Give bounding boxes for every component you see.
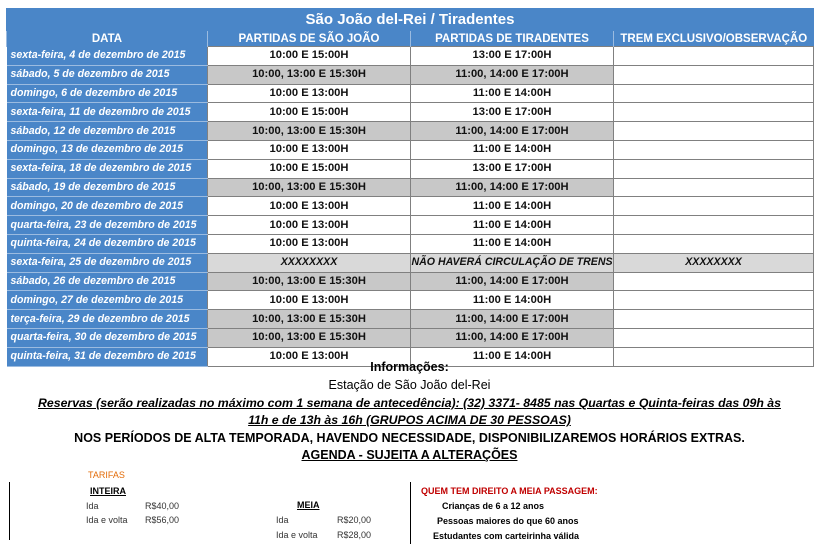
sao-joao-cell: 10:00 E 13:00H [208, 140, 411, 159]
date-cell: quinta-feira, 24 de dezembro de 2015 [7, 234, 208, 253]
table-row [7, 65, 814, 84]
tiradentes-cell: 11:00 E 14:00H [411, 291, 614, 310]
table-row [7, 310, 814, 329]
table-row [7, 103, 814, 122]
sao-joao-cell: 10:00, 13:00 E 15:30H [208, 178, 411, 197]
sao-joao-cell: 10:00, 13:00 E 15:30H [208, 272, 411, 291]
observacao-cell [614, 272, 814, 291]
sao-joao-cell: 10:00 E 13:00H [208, 347, 411, 366]
tiradentes-cell: 11:00 E 14:00H [411, 347, 614, 366]
meia-passagem-title: QUEM TEM DIREITO A MEIA PASSAGEM: [421, 486, 598, 496]
table-row [7, 84, 814, 103]
meia-ida-price: R$20,00 [337, 515, 372, 525]
info-heading: Informações: [370, 360, 449, 374]
observacao-cell [614, 122, 814, 141]
tarifas-divider-right [410, 482, 411, 544]
table-row [7, 159, 814, 178]
sao-joao-cell: 10:00 E 15:00H [208, 47, 411, 66]
date-cell: quinta-feira, 31 de dezembro de 2015 [7, 347, 208, 366]
tarifas-title: TARIFAS [88, 470, 125, 480]
observacao-cell [614, 65, 814, 84]
table-row [7, 272, 814, 291]
meia-ida-volta-label: Ida e volta [276, 530, 318, 540]
date-cell: terça-feira, 29 de dezembro de 2015 [7, 310, 208, 329]
date-cell: domingo, 13 de dezembro de 2015 [7, 140, 208, 159]
observacao-cell [614, 178, 814, 197]
meia-ida-label: Ida [276, 515, 289, 525]
meia-ida-volta-price: R$28,00 [337, 530, 372, 540]
col-header-tiradentes: PARTIDAS DE TIRADENTES [411, 31, 614, 47]
tiradentes-cell: 11:00 E 14:00H [411, 197, 614, 216]
inteira-ida-volta-price: R$56,00 [145, 515, 180, 525]
info-reservas-line2: 11h e de 13h às 16h (GRUPOS ACIMA DE 30 PESSOAS) [248, 413, 571, 427]
col-header-observacao: TREM EXCLUSIVO/OBSERVAÇÃO [614, 31, 814, 47]
table-row [7, 253, 814, 272]
table-row [7, 47, 814, 66]
date-cell: sábado, 26 de dezembro de 2015 [7, 272, 208, 291]
tiradentes-cell: 11:00, 14:00 E 17:00H [411, 65, 614, 84]
tiradentes-cell: 11:00 E 14:00H [411, 84, 614, 103]
meia-passagem-item-1: Crianças de 6 a 12 anos [442, 501, 545, 511]
sao-joao-cell: 10:00 E 13:00H [208, 197, 411, 216]
date-cell: domingo, 6 de dezembro de 2015 [7, 84, 208, 103]
tiradentes-cell: 11:00, 14:00 E 17:00H [411, 122, 614, 141]
inteira-ida-price: R$40,00 [145, 501, 180, 511]
observacao-cell: XXXXXXXX [614, 253, 814, 272]
sao-joao-cell: 10:00 E 13:00H [208, 84, 411, 103]
info-reservas-line1: Reservas (serão realizadas no máximo com 1 semana de antecedência): (32) 3371- 8485 nas Quartas e Quinta-feiras das 09h às [38, 396, 781, 410]
table-row [7, 178, 814, 197]
observacao-cell [614, 310, 814, 329]
col-header-sao-joao: PARTIDAS DE SÃO JOÃO [208, 31, 411, 47]
date-cell: quarta-feira, 30 de dezembro de 2015 [7, 328, 208, 347]
inteira-heading: INTEIRA [90, 486, 126, 496]
date-cell: domingo, 27 de dezembro de 2015 [7, 291, 208, 310]
tiradentes-cell: NÃO HAVERÁ CIRCULAÇÃO DE TRENS [411, 253, 614, 272]
date-cell: sexta-feira, 4 de dezembro de 2015 [7, 47, 208, 66]
sao-joao-cell: 10:00, 13:00 E 15:30H [208, 328, 411, 347]
sao-joao-cell: XXXXXXXX [208, 253, 411, 272]
table-row [7, 328, 814, 347]
observacao-cell [614, 328, 814, 347]
observacao-cell [614, 159, 814, 178]
sao-joao-cell: 10:00 E 13:00H [208, 291, 411, 310]
col-header-date: DATA [7, 31, 208, 47]
info-station: Estação de São João del-Rei [328, 378, 491, 392]
date-cell: sexta-feira, 11 de dezembro de 2015 [7, 103, 208, 122]
tiradentes-cell: 11:00, 14:00 E 17:00H [411, 310, 614, 329]
tiradentes-cell: 11:00, 14:00 E 17:00H [411, 178, 614, 197]
date-cell: sábado, 5 de dezembro de 2015 [7, 65, 208, 84]
observacao-cell [614, 291, 814, 310]
table-row [7, 122, 814, 141]
tiradentes-cell: 11:00 E 14:00H [411, 216, 614, 235]
sao-joao-cell: 10:00 E 15:00H [208, 159, 411, 178]
date-cell: sexta-feira, 25 de dezembro de 2015 [7, 253, 208, 272]
tarifas-divider-left [9, 482, 10, 540]
table-row [7, 140, 814, 159]
table-row [7, 291, 814, 310]
tiradentes-cell: 11:00 E 14:00H [411, 234, 614, 253]
info-extra-hours: NOS PERÍODOS DE ALTA TEMPORADA, HAVENDO NECESSIDADE, DISPONIBILIZAREMOS HORÁRIOS EXTRAS. [74, 431, 745, 445]
table-title: São João del-Rei / Tiradentes [7, 9, 814, 31]
meia-heading: MEIA [297, 500, 320, 510]
observacao-cell [614, 84, 814, 103]
date-cell: sábado, 12 de dezembro de 2015 [7, 122, 208, 141]
table-row [7, 197, 814, 216]
date-cell: sexta-feira, 18 de dezembro de 2015 [7, 159, 208, 178]
observacao-cell [614, 47, 814, 66]
observacao-cell [614, 103, 814, 122]
sao-joao-cell: 10:00, 13:00 E 15:30H [208, 310, 411, 329]
sao-joao-cell: 10:00 E 15:00H [208, 103, 411, 122]
tiradentes-cell: 11:00 E 14:00H [411, 140, 614, 159]
tiradentes-cell: 11:00, 14:00 E 17:00H [411, 328, 614, 347]
info-agenda: AGENDA - SUJEITA A ALTERAÇÕES [301, 448, 518, 462]
schedule-table [6, 8, 814, 367]
date-cell: sábado, 19 de dezembro de 2015 [7, 178, 208, 197]
sao-joao-cell: 10:00, 13:00 E 15:30H [208, 65, 411, 84]
date-cell: domingo, 20 de dezembro de 2015 [7, 197, 208, 216]
inteira-ida-volta-label: Ida e volta [86, 515, 128, 525]
table-row [7, 234, 814, 253]
meia-passagem-item-3: Estudantes com carteirinha válida [433, 531, 580, 541]
meia-passagem-item-2: Pessoas maiores do que 60 anos [437, 516, 579, 526]
tiradentes-cell: 11:00, 14:00 E 17:00H [411, 272, 614, 291]
sao-joao-cell: 10:00 E 13:00H [208, 216, 411, 235]
date-cell: quarta-feira, 23 de dezembro de 2015 [7, 216, 208, 235]
tiradentes-cell: 13:00 E 17:00H [411, 159, 614, 178]
tiradentes-cell: 13:00 E 17:00H [411, 47, 614, 66]
sao-joao-cell: 10:00, 13:00 E 15:30H [208, 122, 411, 141]
observacao-cell [614, 197, 814, 216]
observacao-cell [614, 234, 814, 253]
table-row [7, 216, 814, 235]
observacao-cell [614, 140, 814, 159]
sao-joao-cell: 10:00 E 13:00H [208, 234, 411, 253]
inteira-ida-label: Ida [86, 501, 99, 511]
observacao-cell [614, 216, 814, 235]
tiradentes-cell: 13:00 E 17:00H [411, 103, 614, 122]
